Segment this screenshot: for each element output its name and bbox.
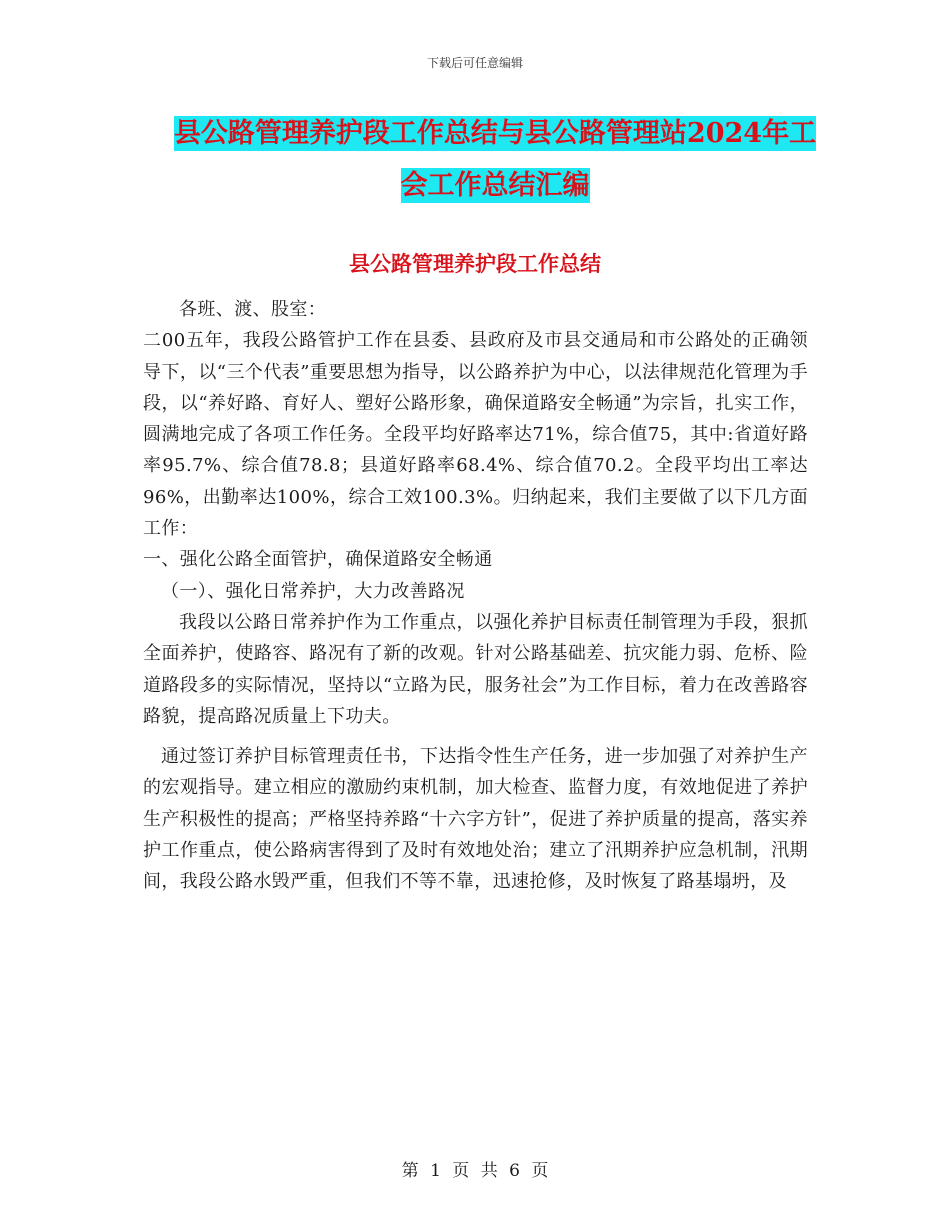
title-line-2: 会工作总结汇编 xyxy=(400,170,590,201)
section-title: 县公路管理养护段工作总结 xyxy=(349,251,601,276)
document-title xyxy=(140,108,850,212)
header-note: 下载后可任意编辑 xyxy=(426,56,523,70)
paragraph-intro: 二00五年，我段公路管护工作在县委、县政府及市县交通局和市公路处的正确领导下，以“三个代表”重要思想为指导，以公路养护为中心，以法律规范化管理为手段，以“养好路、育好人、塑好公路形象，确保道路安全畅通”为宗旨，扎实工作，圆满地完成了各项工作任务。全段平均好路率达71%，综合值75，其中:省道好路率95.7%、综合值78.8；县道好路率68.4%、综合值70.2。全段平均出工率达96%，出勤率达100%，综合工效100.3%。归纳起来，我们主要做了以下几方面工作： xyxy=(143,330,808,540)
body-text xyxy=(143,294,808,898)
salutation: 各班、渡、股室： xyxy=(179,299,327,320)
title-line-1: 县公路管理养护段工作总结与县公路管理站2024年工 xyxy=(173,118,817,149)
paragraph-responsibility: 通过签订养护目标管理责任书，下达指令性生产任务，进一步加强了对养护生产的宏观指导。建立相应的激励约束机制，加大检查、监督力度，有效地促进了养护生产积极性的提高；严格坚持养路“十六字方针”，促进了养护质量的提高，落实养护工作重点，使公路病害得到了及时有效地处治；建立了汛期养护应急机制，汛期间，我段公路水毁严重，但我们不等不靠，迅速抢修，及时恢复了路基塌坍，及 xyxy=(143,746,808,893)
heading-subsection-1: （一）、强化日常养护，大力改善路况 xyxy=(161,580,465,602)
heading-section-1: 一、强化公路全面管护，确保道路安全畅通 xyxy=(143,549,493,571)
paragraph-daily-maintenance: 我段以公路日常养护作为工作重点，以强化养护目标责任制管理为手段，狠抓全面养护，使路容、路况有了新的改观。针对公路基础差、抗灾能力弱、危桥、险道路段多的实际情况，坚持以“立路为民，服务社会”为工作目标，着力在改善路容路貌，提高路况质量上下功夫。 xyxy=(143,611,808,727)
page-number: 第 1 页 共 6 页 xyxy=(401,1161,549,1181)
